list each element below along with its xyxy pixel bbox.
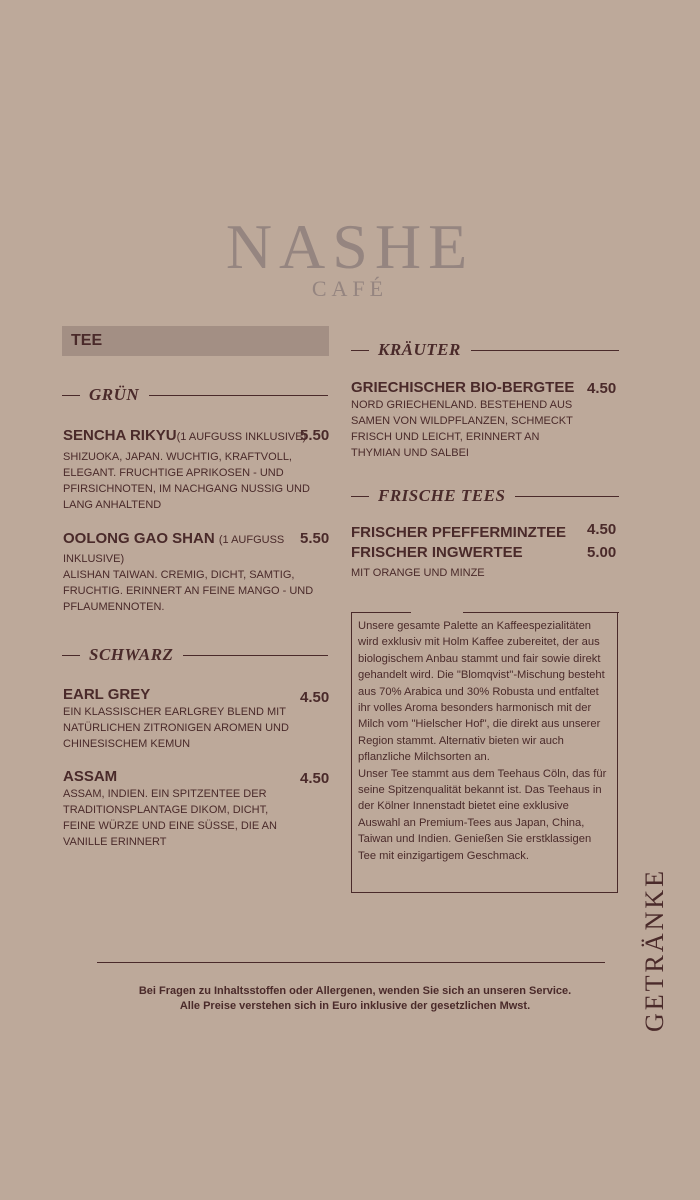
section-rule (183, 655, 328, 656)
item-description: EIN KLASSISCHER EARLGREY BLEND MIT NATÜRLICHEN ZITRONIGEN AROMEN UND CHINESISCHEM KEMUN (63, 706, 289, 750)
vertical-label-getraenke: GETRÄNKE (640, 867, 669, 1033)
price-sencha: 5.50 (300, 427, 330, 444)
item-title-pfefferminz: FRISCHER PFEFFERMINZTEE (351, 524, 567, 541)
price-oolong: 5.50 (300, 530, 330, 547)
item-title: EARL GREY (63, 686, 151, 703)
section-dash (351, 350, 369, 351)
section-schwarz (62, 645, 328, 665)
menu-item-bergtee (351, 379, 586, 461)
info-coffee-text: Unsere gesamte Palette an Kaffeespezialitäten wird exklusiv mit Holm Kaffee zubereitet, der aus biologischem Anbau stammt und fair sowie direkt gehandelt wird. Die "Blomqvist"-Mischung besteht aus 70% Arabica und 30% Robusta und entfaltet ihr volles Aroma besonders harmonisch mit der Milch vom "Hielscher Hof", die direkt aus unserer Region stammt. Alternativ bieten wir auch pflanzliche Milchsorten an. (358, 620, 605, 764)
menu-item-assam (63, 768, 293, 850)
section-frische-tees (351, 486, 619, 506)
price-bergtee: 4.50 (587, 380, 617, 397)
section-rule (149, 395, 328, 396)
section-title: FRISCHE TEES (378, 486, 506, 505)
item-description: ASSAM, INDIEN. EIN SPITZENTEE DER TRADITIONSPLANTAGE DIKOM, DICHT, FEINE WÜRZE UND EINE SÜSSE, DIE AN VANILLE ERINNERT (63, 788, 277, 848)
section-rule (515, 496, 619, 497)
section-gruen (62, 385, 328, 405)
item-title: SENCHA RIKYU (63, 427, 177, 444)
item-name (63, 530, 291, 568)
footer-line-allergens: Bei Fragen zu Inhaltsstoffen oder Allergenen, wenden Sie sich an unseren Service. (138, 985, 572, 997)
section-kraeuter (351, 340, 619, 360)
price-ingwer: 5.00 (587, 544, 617, 561)
info-tea-text: Unser Tee stammt aus dem Teehaus Cöln, das für seine Spitzenqualität bekannt ist. Das Teehaus in der Kölner Innenstadt bietet eine exklusive Auswahl an Premium-Tees aus Japan, China, Taiwan und Indien. Genießen Sie erstklassigen Tee mit einzigartigem Geschmack. (358, 767, 607, 862)
price-pfefferminz: 4.50 (587, 521, 617, 538)
item-title: GRIECHISCHER BIO-BERGTEE (351, 379, 575, 396)
section-title: GRÜN (89, 385, 140, 404)
item-title: OOLONG GAO SHAN (63, 530, 215, 547)
section-title: KRÄUTER (378, 340, 461, 359)
item-description: MIT ORANGE UND MINZE (351, 567, 485, 579)
section-title: SCHWARZ (89, 645, 174, 664)
item-title-ingwer: FRISCHER INGWERTEE (351, 544, 523, 561)
section-rule (471, 350, 619, 351)
menu-item-oolong (63, 530, 291, 568)
tee-heading: TEE (62, 326, 329, 356)
box-border-top-left (351, 612, 411, 613)
item-title: ASSAM (63, 768, 118, 785)
price-earl-grey: 4.50 (300, 689, 330, 706)
footer-text (0, 984, 700, 1014)
footer-line-prices: Alle Preise verstehen sich in Euro inklusive der gesetzlichen Mwst. (179, 1000, 531, 1012)
section-dash (62, 395, 80, 396)
brand-name: NASHE (225, 211, 475, 282)
item-note: (1 AUFGUSS INKLUSIVE) (176, 431, 307, 443)
price-assam: 4.50 (300, 770, 330, 787)
item-note: (1 AUFGUSS INKLUSIVE) (63, 534, 285, 565)
brand-subtitle: CAFÉ (311, 276, 389, 301)
item-description: ALISHAN TAIWAN. CREMIG, DICHT, SAMTIG, FRUCHTIG. ERINNERT AN FEINE MANGO - UND PFLAUMENNOTEN. (63, 569, 314, 613)
section-dash (351, 496, 369, 497)
item-description: SHIZUOKA, JAPAN. WUCHTIG, KRAFTVOLL, ELEGANT. FRUCHTIGE APRIKOSEN - UND PFIRSICHNOTEN, IM NACHGANG NUSSIG UND LANG ANHALTEND (63, 451, 310, 511)
info-box (351, 612, 618, 893)
section-dash (62, 655, 80, 656)
menu-item-earl-grey (63, 686, 303, 752)
box-border-top-right (463, 612, 619, 613)
menu-item-sencha (63, 427, 331, 513)
item-name (63, 427, 331, 446)
item-description: NORD GRIECHENLAND. BESTEHEND AUS SAMEN VON WILDPFLANZEN, SCHMECKT FRISCH UND LEICHT, ERINNERT AN THYMIAN UND SALBEI (351, 399, 573, 459)
footer-rule (97, 962, 605, 963)
